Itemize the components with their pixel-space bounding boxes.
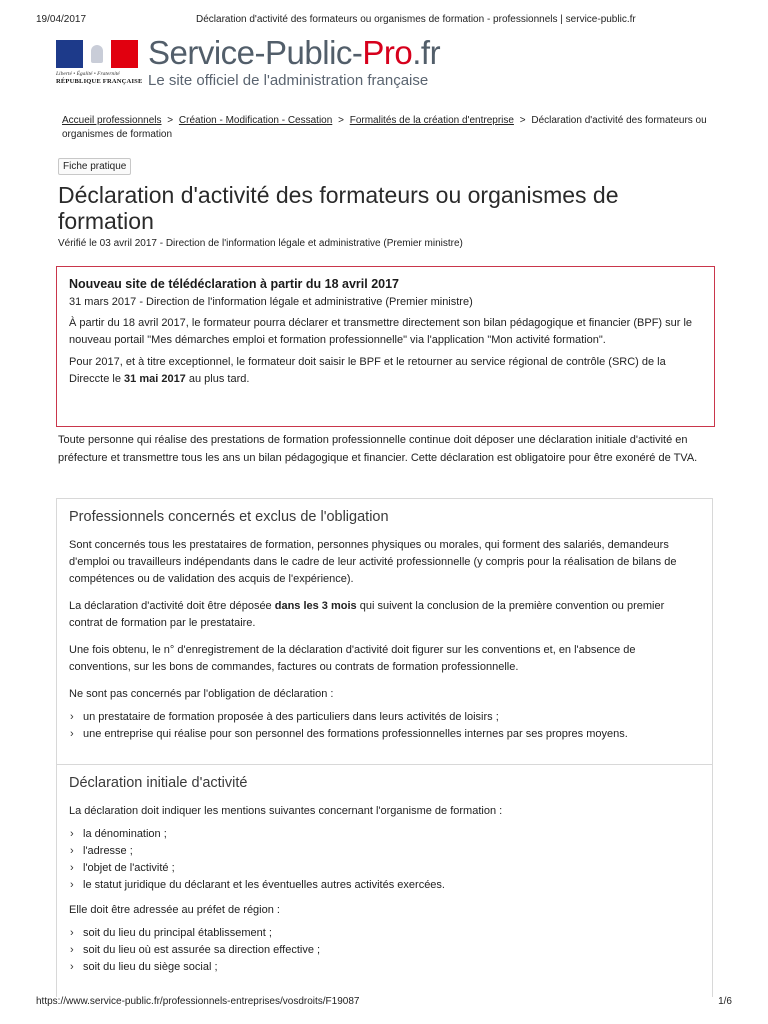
list-item: › soit du lieu où est assurée sa direction effective ;: [69, 942, 700, 959]
prefet-list: [69, 925, 700, 976]
fiche-type-badge: Fiche pratique: [58, 158, 131, 175]
mentions-list: [69, 826, 700, 894]
breadcrumb-separator: >: [519, 115, 526, 126]
list-item: › l'adresse ;: [69, 843, 700, 860]
print-footer: [36, 996, 732, 1010]
alert-paragraph-1: À partir du 18 avril 2017, le formateur pourra déclarer et transmettre directement son bilan pédagogique et financier (BPF) sur le nouveau portail "Mes démarches emploi et formation professionnelle" via l'application "Mon activité formation".: [69, 317, 693, 346]
print-header: [36, 14, 732, 28]
list-item: › le statut juridique du déclarant et les éventuelles autres activités exercées.: [69, 877, 700, 894]
list-item: › un prestataire de formation proposée à des particuliers dans leurs activités de loisirs ;: [69, 709, 700, 726]
site-brand[interactable]: [148, 34, 440, 90]
intro-paragraph: Toute personne qui réalise des prestations de formation professionnelle continue doit déposer une déclaration initiale d'activité en préfecture et transmettre tous les ans un bilan pédagogique et financier. Cette déclaration est obligatoire pour être exonéré de TVA.: [58, 434, 698, 464]
section-paragraph: La déclaration d'activité doit être déposée dans les 3 mois qui suivent la conclusion de la première convention ou premier contrat de formation par le prestataire.: [69, 600, 665, 629]
news-alert-box: [56, 266, 715, 427]
page-title: Déclaration d'activité des formateurs ou organismes de formation: [58, 182, 619, 234]
republic-name: RÉPUBLIQUE FRANÇAISE: [56, 78, 143, 85]
marianne-profile-icon: [91, 45, 103, 63]
breadcrumb: [62, 114, 712, 142]
breadcrumb-current: Déclaration d'activité des formateurs ou organismes de formation: [62, 115, 707, 140]
print-url: https://www.service-public.fr/professionnels-entreprises/vosdroits/F19087: [36, 996, 360, 1007]
breadcrumb-separator: >: [338, 115, 344, 126]
print-date: 19/04/2017: [36, 14, 87, 25]
marianne-logo[interactable]: [56, 40, 143, 85]
verification-date: Vérifié le 03 avril 2017 - Direction de l'information légale et administrative (Premier ministre): [58, 238, 463, 249]
section-professionnels-concernes: [56, 498, 713, 765]
list-item: › la dénomination ;: [69, 826, 700, 843]
breadcrumb-separator: >: [167, 115, 174, 126]
section-paragraph: Une fois obtenu, le n° d'enregistrement de la déclaration d'activité doit figurer sur les conventions et, en l'absence de conventions, sur les bons de commandes, factures ou contrats de formation professionnelle.: [69, 644, 636, 673]
alert-meta: 31 mars 2017 - Direction de l'information légale et administrative (Premier ministre): [69, 296, 473, 308]
breadcrumb-home[interactable]: Accueil professionnels: [62, 115, 162, 126]
section-declaration-initiale: [56, 764, 713, 997]
section-paragraph: Elle doit être adressée au préfet de région :: [69, 904, 280, 916]
section-paragraph: Sont concernés tous les prestataires de formation, personnes physiques ou morales, qui forment des salariés, demandeurs d'emploi ou travailleurs indépendants dans le cadre de leur activité professionnelle (y compris pour la réalisation de bilans de compétences ou de validation des acquis de l'expérience).: [69, 539, 677, 585]
breadcrumb-formalites[interactable]: Formalités de la création d'entreprise: [349, 115, 514, 126]
list-item: › l'objet de l'activité ;: [69, 860, 700, 877]
section-paragraph: Ne sont pas concernés par l'obligation de déclaration :: [69, 688, 334, 700]
list-item: › une entreprise qui réalise pour son personnel des formations professionnelles internes par ses propres moyens.: [69, 726, 700, 743]
exclusion-list: [69, 709, 700, 743]
tricolor-flag-icon: [56, 40, 138, 68]
site-tagline: Le site officiel de l'administration française: [148, 72, 429, 89]
breadcrumb-creation[interactable]: Création - Modification - Cessation: [178, 115, 333, 126]
site-name: Service-Public-Pro.fr: [148, 34, 441, 71]
print-title: Déclaration d'activité des formateurs ou organismes de formation - professionnels | service-public.fr: [196, 14, 636, 25]
alert-paragraph-2: Pour 2017, et à titre exceptionnel, le formateur doit saisir le BPF et le retourner au service régional de contrôle (SRC) de la Direccte le 31 mai 2017 au plus tard.: [69, 356, 666, 385]
print-page-number: 1/6: [718, 996, 732, 1007]
republic-motto: Liberté • Égalité • Fraternité: [56, 71, 120, 77]
alert-title: Nouveau site de télédéclaration à partir du 18 avril 2017: [69, 277, 399, 291]
section-heading[interactable]: Professionnels concernés et exclus de l'obligation: [69, 509, 389, 525]
list-item: › soit du lieu du principal établissement ;: [69, 925, 700, 942]
list-item: › soit du lieu du siège social ;: [69, 959, 700, 976]
section-heading[interactable]: Déclaration initiale d'activité: [69, 775, 248, 791]
section-paragraph: La déclaration doit indiquer les mentions suivantes concernant l'organisme de formation :: [69, 805, 503, 817]
